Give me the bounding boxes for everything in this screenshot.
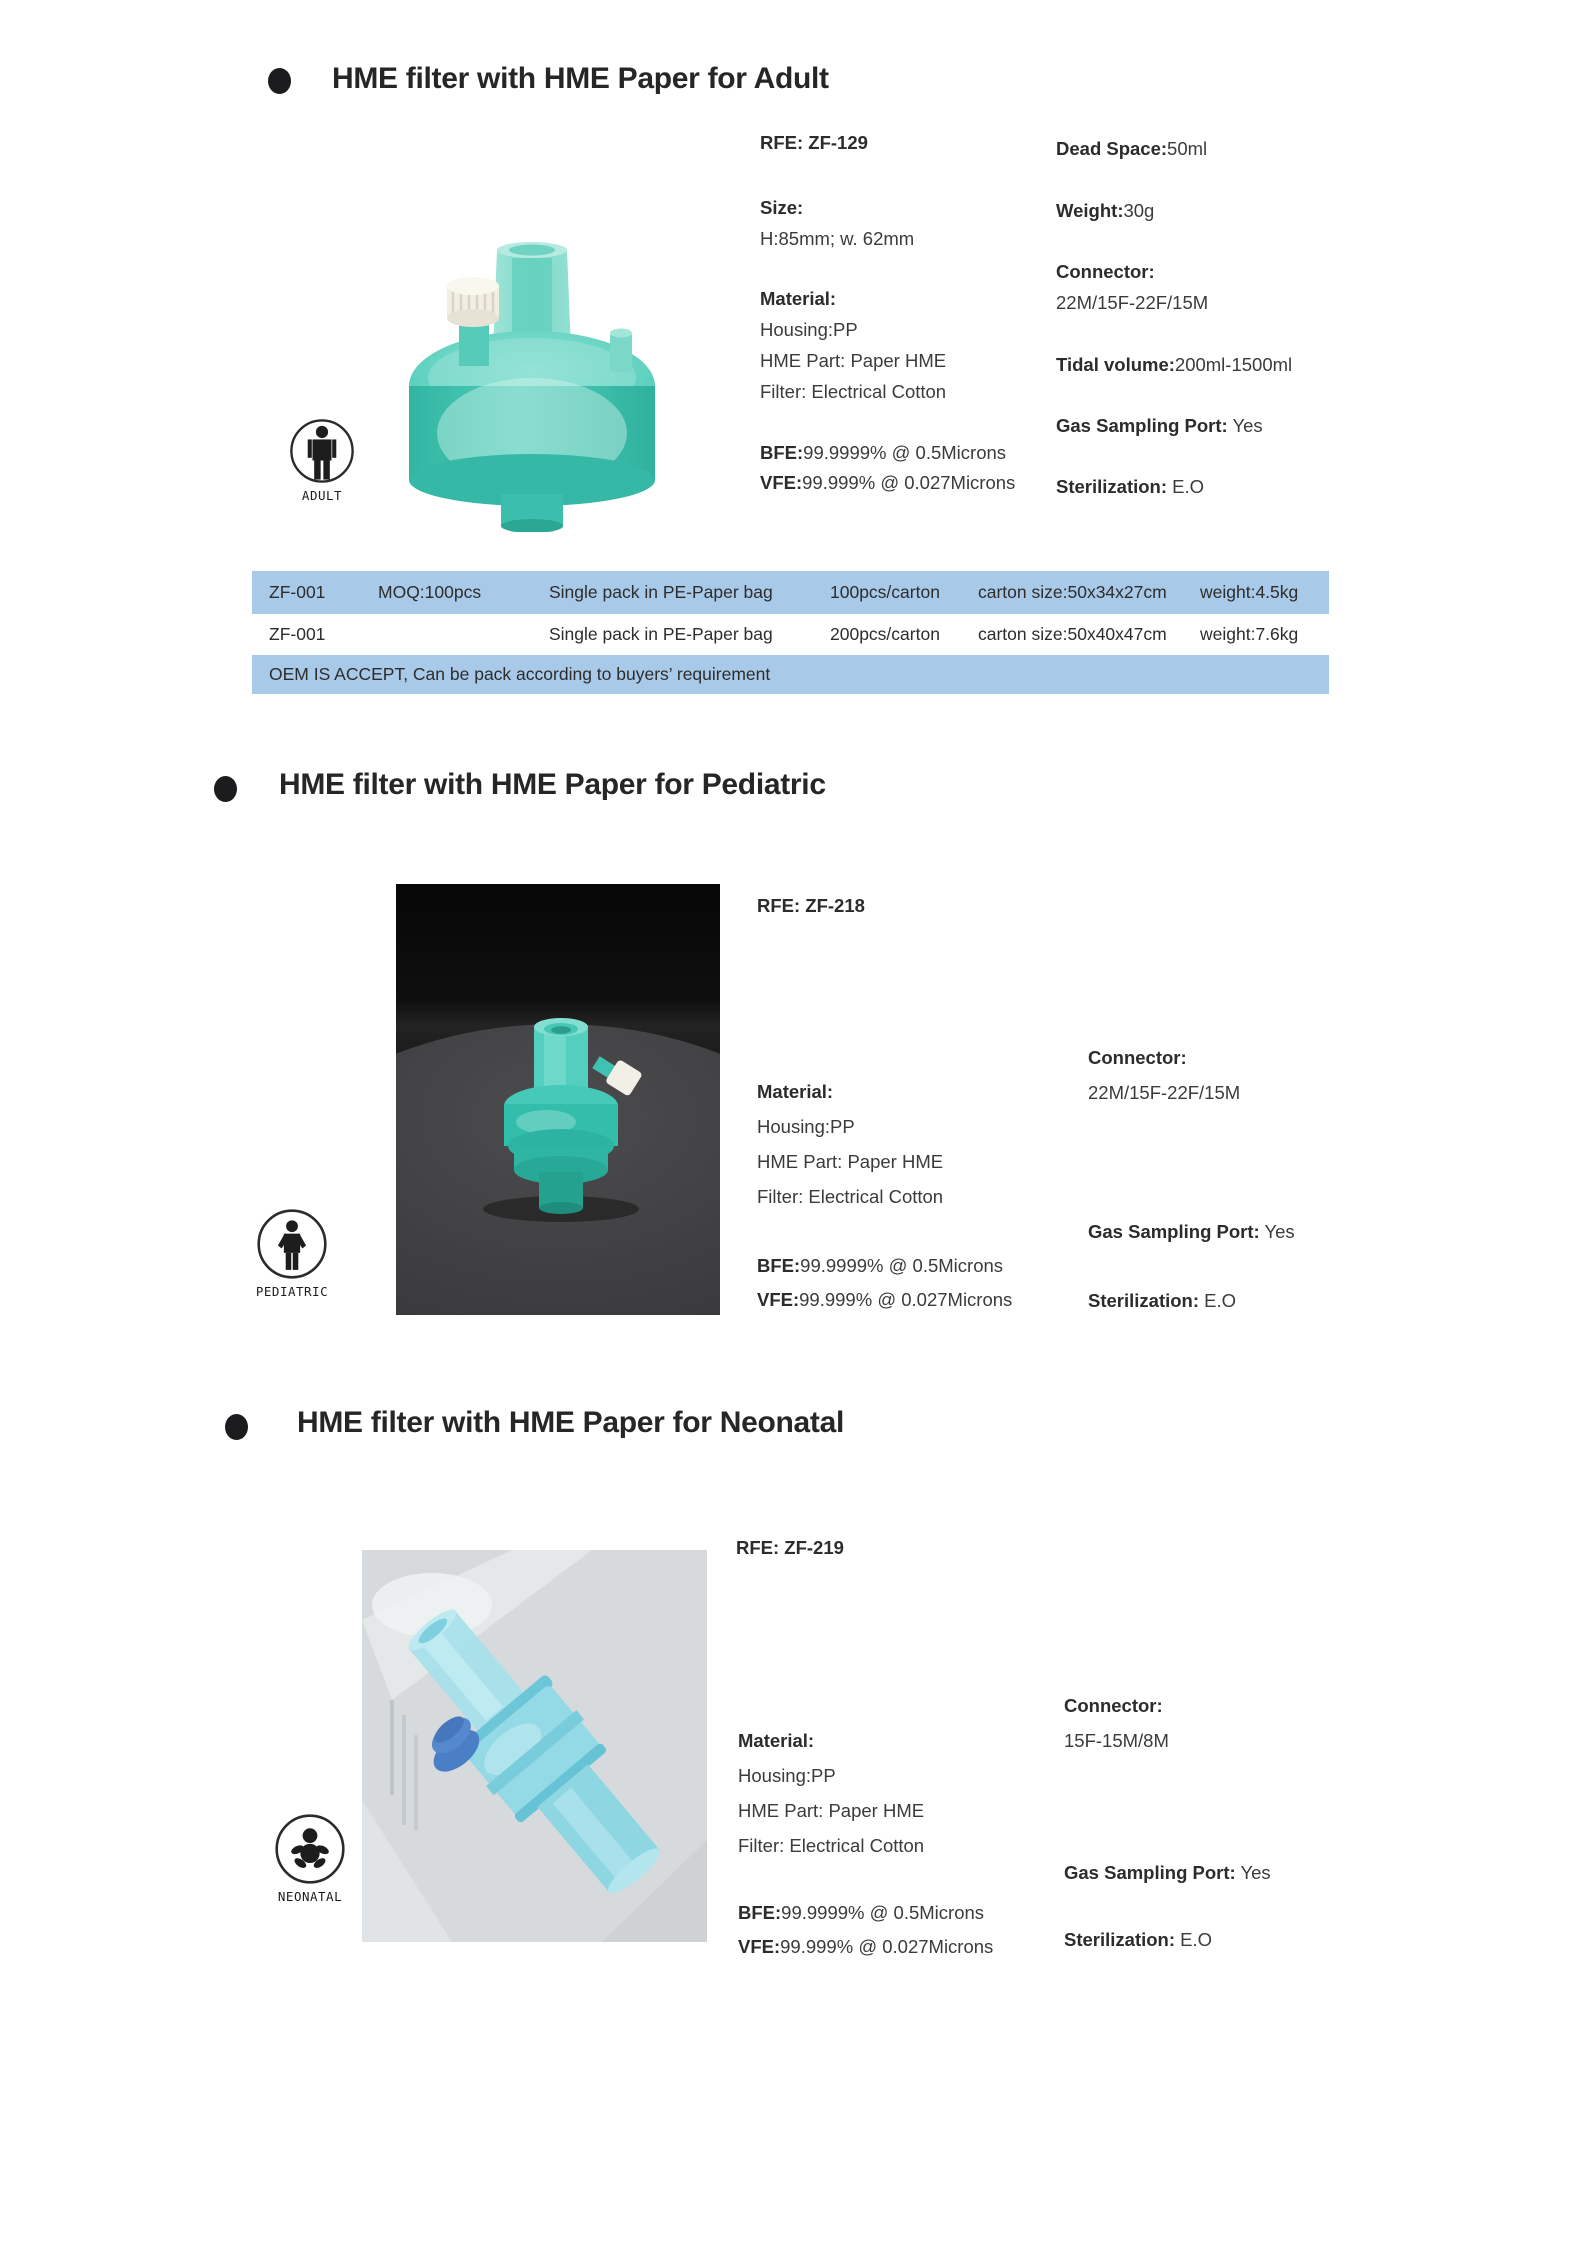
material-hme-part-adult: HME Part: Paper HME [760,350,947,371]
rfe-code-adult [760,131,868,155]
gas-port-spec-adult: Gas Sampling Port: Yes [1056,415,1263,436]
cell-qty: 100pcs/carton [830,582,940,602]
size-value: H:85mm; w. 62mm [760,228,915,249]
sterilization-spec-adult: Sterilization: E.O [1056,476,1205,497]
neonatal-icon-label: NEONATAL [277,1889,343,1904]
bullet-icon [225,1414,248,1440]
adult-product-photo [384,228,680,532]
section-heading-adult: HME filter with HME Paper for Adult [332,62,829,95]
neonatal-product-photo [362,1550,707,1942]
connector-value-neonatal: 15F-15M/8M [1064,1730,1169,1751]
connector-value-adult: 22M/15F-22F/15M [1056,292,1209,313]
material-filter-adult: Filter: Electrical Cotton [760,381,947,402]
cell-weight: weight:7.6kg [1200,624,1299,644]
section-heading-neonatal: HME filter with HME Paper for Neonatal [297,1406,844,1439]
size-label: Size: [760,197,804,218]
sterilization-spec-neonatal: Sterilization: E.O [1064,1929,1213,1950]
cell-pack: Single pack in PE-Paper bag [549,624,773,644]
connector-label-neonatal: Connector: [1064,1695,1163,1716]
material-label-neonatal: Material: [738,1730,815,1751]
connector-label-adult: Connector: [1056,261,1155,282]
material-housing-pediatric: Housing:PP [757,1116,855,1137]
material-label-pediatric: Material: [757,1081,834,1102]
tidal-volume-spec: Tidal volume:200ml-1500ml [1056,354,1293,375]
vfe-spec-pediatric: VFE:99.999% @ 0.027Microns [757,1289,1013,1310]
packing-table [252,571,1329,694]
neonatal-icon [273,1812,347,1886]
pediatric-icon-label: PEDIATRIC [255,1284,329,1299]
section-heading-pediatric: HME filter with HME Paper for Pediatric [279,768,826,801]
weight-spec: Weight:30g [1056,200,1155,221]
cell-pack: Single pack in PE-Paper bag [549,582,773,602]
pediatric-filter-illustration [396,884,720,1315]
rfe-text: RFE: ZF-129 [760,132,868,153]
neonatal-badge [270,1812,350,1904]
rfe-code-neonatal: RFE: ZF-219 [736,1537,844,1558]
pediatric-icon [255,1207,329,1281]
gas-port-spec-pediatric: Gas Sampling Port: Yes [1088,1221,1295,1242]
material-hme-part-neonatal: HME Part: Paper HME [738,1800,925,1821]
material-hme-part-pediatric: HME Part: Paper HME [757,1151,944,1172]
oem-note: OEM IS ACCEPT, Can be pack according to buyers’ requirement [269,664,771,684]
table-row-oem [252,655,1329,694]
cell-moq: MOQ:100pcs [378,582,482,602]
material-housing-adult: Housing:PP [760,319,858,340]
cell-model: ZF-001 [269,582,326,602]
bfe-spec-neonatal: BFE:99.9999% @ 0.5Microns [738,1902,985,1923]
material-filter-pediatric: Filter: Electrical Cotton [757,1186,944,1207]
bullet-icon [268,68,291,94]
adult-filter-illustration [384,228,680,532]
material-filter-neonatal: Filter: Electrical Cotton [738,1835,925,1856]
adult-badge [286,417,358,503]
rfe-code-pediatric: RFE: ZF-218 [757,895,865,916]
bullet-icon [214,776,237,802]
vfe-spec-adult: VFE:99.999% @ 0.027Microns [760,472,1016,493]
gas-port-spec-neonatal: Gas Sampling Port: Yes [1064,1862,1271,1883]
vfe-spec-neonatal: VFE:99.999% @ 0.027Microns [738,1936,994,1957]
cell-weight: weight:4.5kg [1200,582,1299,602]
sterilization-spec-pediatric: Sterilization: E.O [1088,1290,1237,1311]
cell-model: ZF-001 [269,624,326,644]
connector-label-pediatric: Connector: [1088,1047,1187,1068]
material-label-adult: Material: [760,288,837,309]
bfe-spec-adult: BFE:99.9999% @ 0.5Microns [760,442,1007,463]
cell-qty: 200pcs/carton [830,624,940,644]
material-housing-neonatal: Housing:PP [738,1765,836,1786]
adult-icon [288,417,356,485]
dead-space-spec: Dead Space:50ml [1056,138,1208,159]
pediatric-badge [252,1207,332,1299]
neonatal-filter-illustration [362,1550,707,1942]
adult-icon-label: ADULT [301,488,343,503]
cell-carton-size: carton size:50x34x27cm [978,582,1167,602]
connector-value-pediatric: 22M/15F-22F/15M [1088,1082,1241,1103]
bfe-spec-pediatric: BFE:99.9999% @ 0.5Microns [757,1255,1004,1276]
table-row [252,571,1329,614]
cell-carton-size: carton size:50x40x47cm [978,624,1167,644]
table-row [252,614,1329,655]
pediatric-product-photo [396,884,720,1315]
